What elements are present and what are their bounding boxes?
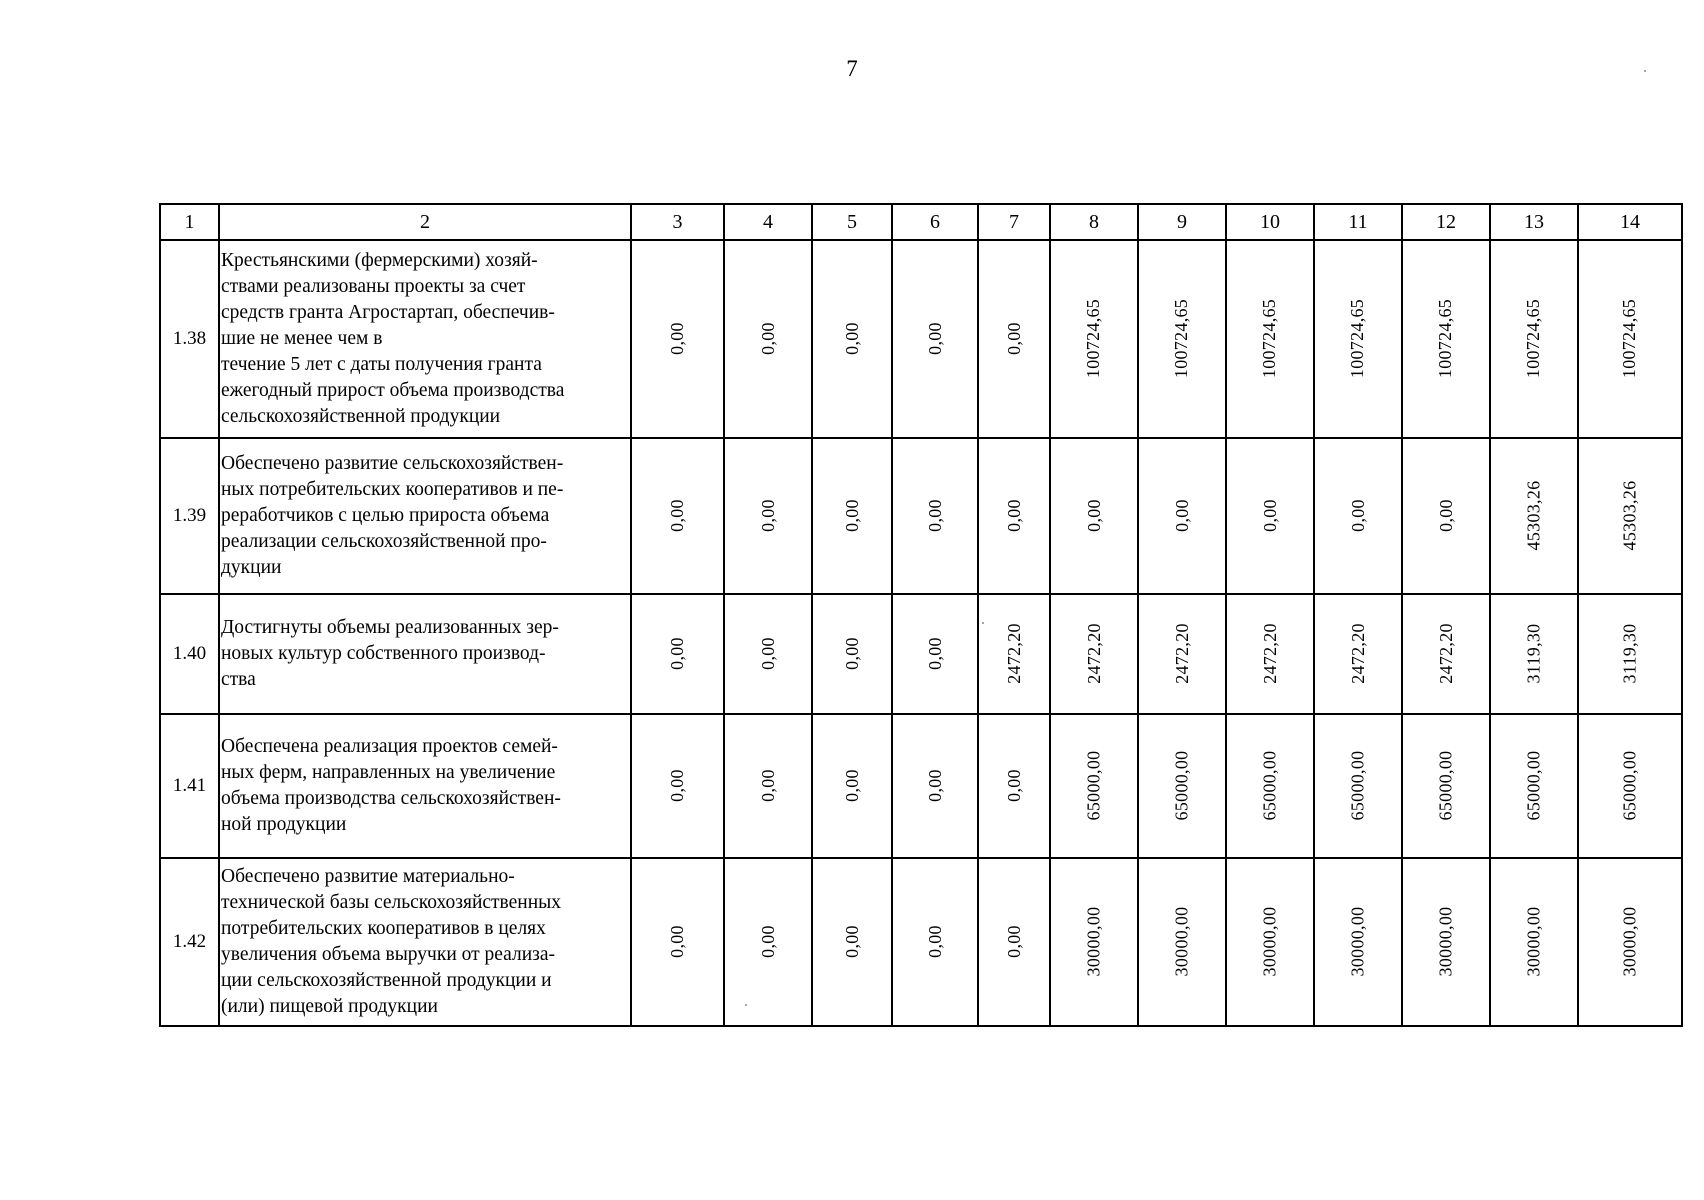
value-text: 30000,00 [1171, 906, 1192, 977]
column-header: 13 [1490, 204, 1578, 240]
value-cell [1490, 240, 1578, 438]
value-cell [1578, 438, 1682, 594]
value-cell [1402, 438, 1490, 594]
value-text: 0,00 [757, 637, 778, 670]
value-text: 0,00 [666, 499, 687, 532]
value-text: 0,00 [841, 499, 862, 532]
value-cell [1578, 594, 1682, 714]
value-cell [1138, 714, 1226, 858]
value-text: 2472,20 [1003, 623, 1024, 684]
value-text: 0,00 [1435, 499, 1456, 532]
value-text: 30000,00 [1619, 906, 1640, 977]
value-cell [1050, 438, 1138, 594]
value-text: 0,00 [1003, 925, 1024, 958]
value-cell [1050, 858, 1138, 1026]
table-row [160, 438, 1682, 594]
value-text: 0,00 [1083, 499, 1104, 532]
header-row [160, 204, 1682, 240]
value-cell [812, 438, 892, 594]
value-cell [1314, 438, 1402, 594]
value-cell [1314, 240, 1402, 438]
value-cell [1050, 594, 1138, 714]
value-text: 100724,65 [1171, 298, 1192, 379]
column-header: 14 [1578, 204, 1682, 240]
value-text: 2472,20 [1347, 623, 1368, 684]
value-text: 0,00 [1259, 499, 1280, 532]
value-text: 65000,00 [1171, 750, 1192, 821]
scan-speck [1644, 70, 1646, 72]
value-cell [1138, 858, 1226, 1026]
value-text: 2472,20 [1171, 623, 1192, 684]
row-description: Крестьянскими (фермерскими) хозяй- ствами реализованы проекты за счет средств гранта Агростартап, обеспечив- шие не менее чем в течение 5 лет с даты получения гранта ежегодный прирост объема производства сельскохозяйственной продукции [219, 240, 631, 438]
value-cell [1578, 240, 1682, 438]
value-text: 0,00 [1003, 322, 1024, 355]
value-text: 0,00 [1171, 499, 1192, 532]
value-cell [1314, 714, 1402, 858]
table-row [160, 714, 1682, 858]
value-text: 0,00 [757, 925, 778, 958]
value-text: 2472,20 [1435, 623, 1456, 684]
value-text: 0,00 [841, 925, 862, 958]
column-header: 10 [1226, 204, 1314, 240]
value-text: 0,00 [1003, 499, 1024, 532]
value-cell [978, 858, 1050, 1026]
value-text: 65000,00 [1523, 750, 1544, 821]
row-description: Обеспечено развитие сельскохозяйствен- ных потребительских кооперативов и пе- реработчиков с целью прироста объема реализации сельскохозяйственной про- дукции [219, 438, 631, 594]
value-cell [631, 240, 724, 438]
value-text: 3119,30 [1619, 623, 1640, 684]
value-text: 30000,00 [1523, 906, 1544, 977]
value-cell [1138, 240, 1226, 438]
value-text: 0,00 [924, 769, 945, 802]
value-cell [1490, 714, 1578, 858]
column-header: 3 [631, 204, 724, 240]
table-row [160, 594, 1682, 714]
value-text: 0,00 [924, 637, 945, 670]
row-number: 1.42 [160, 858, 219, 1026]
value-text: 65000,00 [1619, 750, 1640, 821]
value-text: 2472,20 [1259, 623, 1280, 684]
value-text: 0,00 [841, 637, 862, 670]
value-text: 30000,00 [1347, 906, 1368, 977]
row-description: Достигнуты объемы реализованных зер- новых культур собственного производ- ства [219, 594, 631, 714]
value-text: 30000,00 [1435, 906, 1456, 977]
value-cell [978, 594, 1050, 714]
value-cell [892, 240, 978, 438]
row-description: Обеспечено развитие материально- технической базы сельскохозяйственных потребительских кооперативов в целях увеличения объема выручки от реализа- ции сельскохозяйственной продукции и (или) пищевой продукции [219, 858, 631, 1026]
table-row [160, 858, 1682, 1026]
value-cell [812, 240, 892, 438]
value-cell [631, 858, 724, 1026]
value-text: 0,00 [841, 769, 862, 802]
value-text: 100724,65 [1083, 298, 1104, 379]
indicator-table [159, 203, 1683, 1027]
value-text: 0,00 [666, 925, 687, 958]
value-cell [724, 240, 812, 438]
value-cell [1138, 438, 1226, 594]
column-header: 1 [160, 204, 219, 240]
column-header: 8 [1050, 204, 1138, 240]
value-cell [1314, 594, 1402, 714]
column-header: 2 [219, 204, 631, 240]
value-text: 0,00 [924, 322, 945, 355]
value-text: 100724,65 [1347, 298, 1368, 379]
value-text: 0,00 [666, 637, 687, 670]
value-cell [724, 438, 812, 594]
row-number: 1.38 [160, 240, 219, 438]
value-cell [1050, 714, 1138, 858]
value-cell [812, 714, 892, 858]
value-cell [1226, 594, 1314, 714]
row-number: 1.41 [160, 714, 219, 858]
page-number: 7 [846, 56, 858, 81]
column-header: 4 [724, 204, 812, 240]
value-cell [1490, 858, 1578, 1026]
value-cell [892, 714, 978, 858]
value-cell [1050, 240, 1138, 438]
value-text: 3119,30 [1523, 623, 1544, 684]
value-cell [1226, 438, 1314, 594]
value-cell [1578, 858, 1682, 1026]
row-number: 1.40 [160, 594, 219, 714]
value-cell [1402, 714, 1490, 858]
value-cell [1138, 594, 1226, 714]
value-cell [978, 240, 1050, 438]
table-row [160, 240, 1682, 438]
value-text: 0,00 [666, 322, 687, 355]
row-number: 1.39 [160, 438, 219, 594]
value-cell [631, 438, 724, 594]
value-cell [892, 594, 978, 714]
value-cell [1402, 240, 1490, 438]
value-text: 100724,65 [1523, 298, 1544, 379]
value-text: 45303,26 [1619, 480, 1640, 551]
row-description: Обеспечена реализация проектов семей- ных ферм, направленных на увеличение объема производства сельскохозяйствен- ной продукции [219, 714, 631, 858]
value-cell [1226, 858, 1314, 1026]
value-cell [1314, 858, 1402, 1026]
value-cell [1490, 438, 1578, 594]
value-cell [631, 594, 724, 714]
value-cell [1226, 714, 1314, 858]
value-text: 0,00 [841, 322, 862, 355]
value-text: 0,00 [924, 925, 945, 958]
value-cell [1578, 714, 1682, 858]
value-text: 65000,00 [1259, 750, 1280, 821]
value-text: 65000,00 [1435, 750, 1456, 821]
value-text: 0,00 [757, 499, 778, 532]
value-text: 0,00 [924, 499, 945, 532]
value-cell [1402, 858, 1490, 1026]
column-header: 7 [978, 204, 1050, 240]
value-cell [1226, 240, 1314, 438]
value-cell [892, 858, 978, 1026]
value-text: 100724,65 [1619, 298, 1640, 379]
value-text: 100724,65 [1259, 298, 1280, 379]
value-text: 2472,20 [1083, 623, 1104, 684]
column-header: 12 [1402, 204, 1490, 240]
value-text: 45303,26 [1523, 480, 1544, 551]
value-cell [978, 714, 1050, 858]
column-header: 11 [1314, 204, 1402, 240]
value-cell [892, 438, 978, 594]
value-cell [1402, 594, 1490, 714]
value-cell [812, 858, 892, 1026]
value-cell [1490, 594, 1578, 714]
value-text: 0,00 [1003, 769, 1024, 802]
value-text: 30000,00 [1083, 906, 1104, 977]
value-cell [978, 438, 1050, 594]
value-text: 0,00 [666, 769, 687, 802]
value-text: 65000,00 [1083, 750, 1104, 821]
value-cell [631, 714, 724, 858]
column-header: 9 [1138, 204, 1226, 240]
value-text: 30000,00 [1259, 906, 1280, 977]
column-header: 6 [892, 204, 978, 240]
value-text: 0,00 [757, 322, 778, 355]
value-text: 100724,65 [1435, 298, 1456, 379]
value-text: 0,00 [757, 769, 778, 802]
value-cell [812, 594, 892, 714]
column-header: 5 [812, 204, 892, 240]
value-cell [724, 594, 812, 714]
value-cell [724, 714, 812, 858]
value-text: 65000,00 [1347, 750, 1368, 821]
value-cell [724, 858, 812, 1026]
value-text: 0,00 [1347, 499, 1368, 532]
